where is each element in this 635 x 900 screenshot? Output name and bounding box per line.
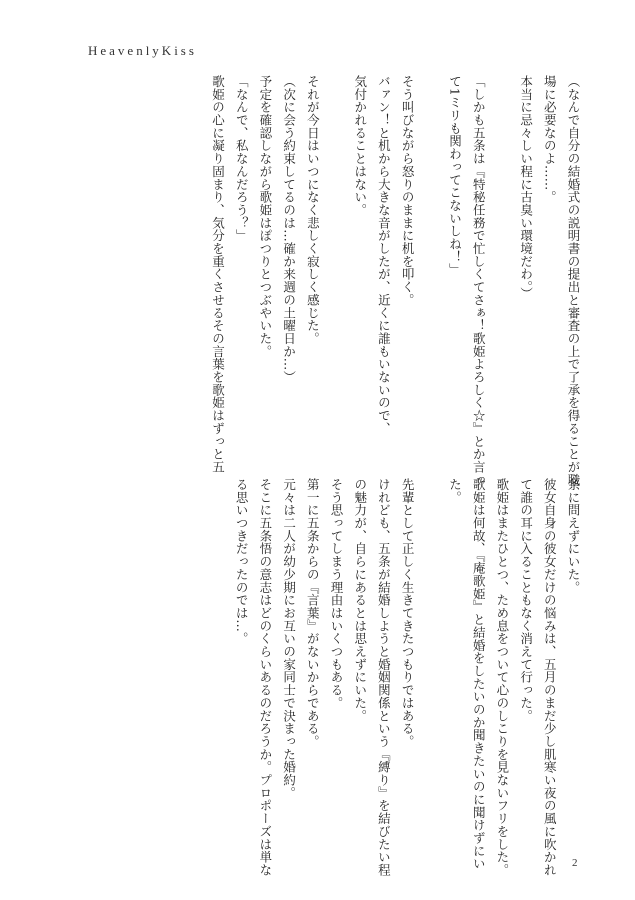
text-line: た。	[447, 478, 463, 504]
text-line: 場に必要なのよ……。	[542, 75, 558, 204]
blank-line	[324, 75, 348, 445]
blank-line	[419, 478, 443, 778]
text-line: そう叫びながら怒りのままに机を叩く。	[400, 75, 416, 307]
text-line: 歌姫はまたひとつ、ため息をついて心のしこりを見ないフリをした。	[494, 478, 510, 877]
text-line: て誰の耳に入ることもなく消えて行った。	[518, 478, 534, 723]
text-line: 彼女自身の彼女だけの悩みは、五月のまだ少し肌寒い夜の風に吹かれ	[542, 478, 558, 877]
text-line: 第一に五条からの『言葉』がないからである。	[305, 478, 321, 748]
text-line: 「なんで、私なんだろう？」	[234, 75, 250, 243]
text-line: そう思ってしまう理由はいくつもある。	[328, 478, 344, 710]
text-line: 元々は二人が幼少期にお互いの家同士で決まった婚約。	[281, 478, 297, 800]
text-line: 条に問えずにいた。	[566, 478, 581, 594]
text-line: そこに五条悟の意志はどのくらいあるのだろうか。プロポーズは単な	[257, 478, 273, 877]
text-line: 先輩として正しく生きてきたつもりではある。	[400, 478, 416, 748]
blank-line	[490, 75, 514, 445]
blank-line	[419, 75, 443, 445]
page-number: 2	[572, 857, 578, 869]
text-line: バァン！と机から大きな音がしたが、近くに誰もいないので、	[376, 75, 392, 435]
text-line: の魅力が、自らにあるとは思えずにいた。	[352, 478, 368, 723]
text-line: それが今日はいつになく悲しく寂しく感じた。	[305, 75, 321, 345]
text-line: 歌姫の心に凝り固まり、気分を重くさせるその言葉を歌姫はずっと五	[210, 75, 226, 474]
running-header-title: HeavenlyKiss	[88, 43, 197, 58]
text-line: 歌姫は何故、『庵歌姫』と結婚をしたいのか聞きたいのに聞けずにい	[471, 478, 487, 871]
text-line: て1ミリも関わってこないしね！」	[447, 75, 463, 277]
text-line: 本当に忌々しい程に古臭い環境だわ。）	[518, 75, 534, 301]
text-line: 「しかも五条は『特秘任務で忙しくてさぁ！歌姫よろしく☆』とか言っ	[471, 75, 487, 487]
lower-text-block	[85, 478, 585, 877]
text-line: （次に会う約束してるのは…確か来週の土曜日か…）	[281, 75, 297, 384]
text-line: けれども、五条が結婚しようと婚姻関係という『縛り』を結びたい程	[376, 478, 392, 877]
text-line: る思いつきだったのでは…。	[234, 478, 250, 646]
upper-text-block	[85, 75, 585, 487]
text-line: 気付かれることはない。	[352, 75, 368, 217]
text-line: 予定を確認しながら歌姫はぽつりとつぶやいた。	[257, 75, 273, 358]
text-line: （なんで自分の結婚式の説明書の提出と審査の上で了承を得ることが職	[566, 75, 581, 487]
